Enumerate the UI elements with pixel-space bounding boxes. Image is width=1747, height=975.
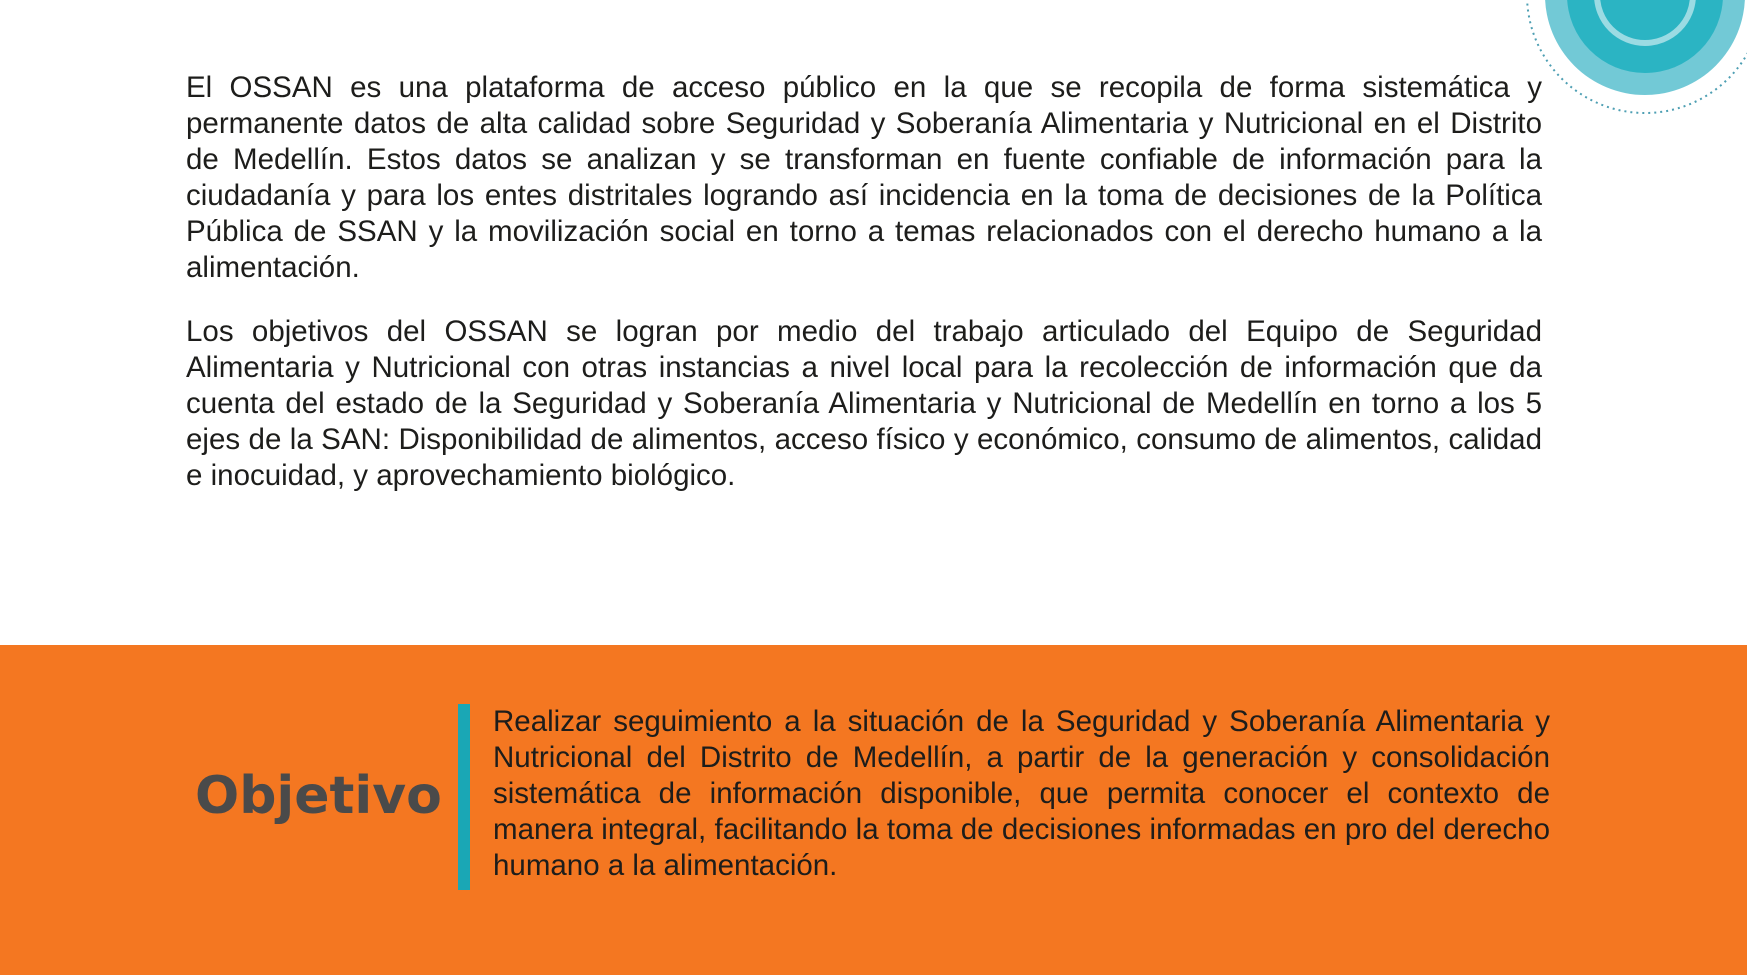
objective-text: Realizar seguimiento a la situación de la Seguridad y Soberanía Alimentaria y Nutricional del Distrito de Medellín, a partir de la generación y consolidación sistemática de información disponible, que permita conocer el contexto de manera integral, facilitando la toma de decisiones informadas en pro del derecho humano a la alimentación.: [493, 705, 1550, 882]
objective-title: Objetivo: [195, 766, 442, 826]
intro-paragraph-1: El OSSAN es una plataforma de acceso público en la que se recopila de forma sistemática y permanente datos de alta calidad sobre Seguridad y Soberanía Alimentaria y Nutricional en el Distrito de Medellín. Estos datos se analizan y se transforman en fuente confiable de información para la ciudadanía y para los entes distritales logrando así incidencia en la toma de decisiones de la Política Pública de SSAN y la movilización social en torno a temas relacionados con el derecho humano a la alimentación.: [186, 71, 1542, 284]
objective-accent-bar: [458, 704, 470, 890]
intro-paragraph-2: Los objetivos del OSSAN se logran por medio del trabajo articulado del Equipo de Seguridad Alimentaria y Nutricional con otras instancias a nivel local para la recolección de información que da cuenta del estado de la Seguridad y Soberanía Alimentaria y Nutricional de Medellín en torno a los 5 ejes de la SAN: Disponibilidad de alimentos, acceso físico y económico, consumo de alimentos, calidad e inocuidad, y aprovechamiento biológico.: [186, 315, 1542, 492]
intro-section: [186, 70, 1542, 522]
